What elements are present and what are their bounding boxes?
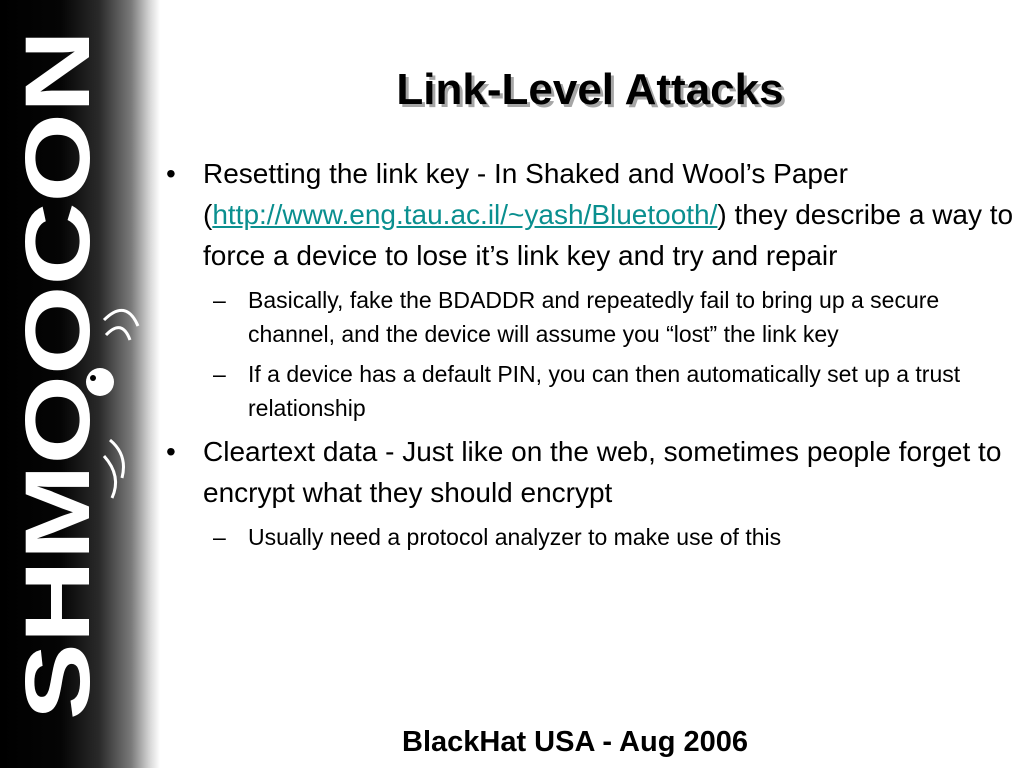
bullet-item [166,431,1016,513]
bullet-list [166,153,1016,560]
shmoocon-logo-text: SHMOOCON [7,168,109,720]
bullet-marker: • [166,436,176,467]
sub-bullet-text: Usually need a protocol analyzer to make use of this [248,524,782,550]
bullet-text-after: ) they describe a way to force a device to lose it’s link key and try and repair [203,199,1014,271]
sub-bullet-dash: – [213,524,226,550]
bullet-text-before: Resetting the link key - In Shaked and Wool’s Paper ( [203,158,848,230]
slide-footer: BlackHat USA - Aug 2006 [402,726,748,758]
sub-bullet-dash: – [213,361,226,387]
sub-bullet-dash: – [213,287,226,313]
bluetooth-paper-link[interactable]: http://www.eng.tau.ac.il/~yash/Bluetooth/ [212,199,718,230]
bullet-text: Cleartext data - Just like on the web, sometimes people forget to encrypt what they should encrypt [203,436,1002,508]
sub-bullet-item [203,283,1016,351]
bullet-marker: • [166,158,176,189]
shmoocon-logo [0,0,160,768]
sub-bullet-item [203,520,1016,554]
sub-bullet-item [203,357,1016,425]
slide-title: Link-Level Attacks [396,65,784,114]
shmoocon-sidebar [0,0,160,768]
sub-bullet-text: If a device has a default PIN, you can then automatically set up a trust relationship [248,361,961,421]
sub-bullet-text: Basically, fake the BDADDR and repeatedly fail to bring up a secure channel, and the device will assume you “lost” the link key [248,287,940,347]
bullet-item [166,153,1016,276]
